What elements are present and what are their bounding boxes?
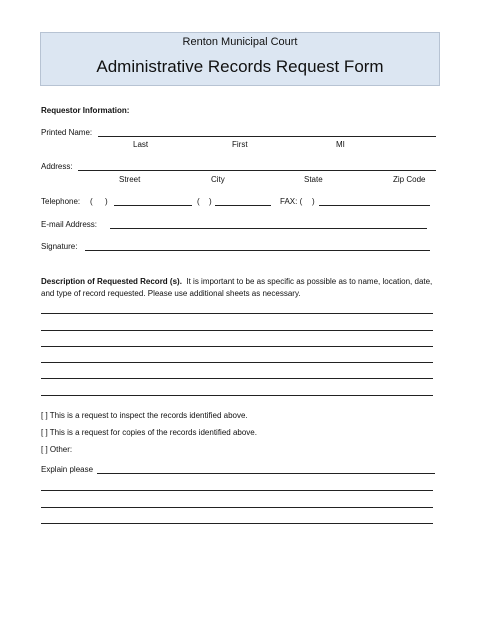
name-part-first: First: [232, 140, 248, 149]
name-part-mi: MI: [336, 140, 345, 149]
explain-field[interactable]: [97, 473, 435, 474]
description-block: [41, 276, 441, 300]
fax-field[interactable]: [319, 205, 430, 206]
address-field[interactable]: [78, 170, 436, 171]
telephone2-field[interactable]: [215, 205, 271, 206]
email-field[interactable]: [110, 228, 427, 229]
description-line[interactable]: [41, 395, 433, 396]
address-part-state: State: [304, 175, 323, 184]
fax-label: FAX: (: [280, 197, 303, 206]
option-inspect[interactable]: [ ] This is a request to inspect the records identified above.: [41, 411, 248, 420]
address-label: Address:: [41, 162, 73, 171]
description-line[interactable]: [41, 330, 433, 331]
address-part-street: Street: [119, 175, 141, 184]
option-copies[interactable]: [ ] This is a request for copies of the records identified above.: [41, 428, 257, 437]
description-text: It is important to be as specific as possible as to name, location, date, and type of record requested. Please use additional sheets as necessary.: [41, 277, 433, 298]
explain-label: Explain please: [41, 465, 94, 474]
telephone2-paren-close: ): [209, 197, 212, 206]
explain-line[interactable]: [41, 490, 433, 491]
description-heading: Description of Requested Record (s).: [41, 277, 182, 286]
telephone-paren-close: ): [105, 197, 108, 206]
telephone-paren-open: (: [90, 197, 93, 206]
description-line[interactable]: [41, 313, 433, 314]
explain-line[interactable]: [41, 523, 433, 524]
printed-name-field[interactable]: [98, 136, 436, 137]
address-part-city: City: [211, 175, 225, 184]
explain-line[interactable]: [41, 507, 433, 508]
telephone2-paren-open: (: [197, 197, 200, 206]
printed-name-label: Printed Name:: [41, 128, 93, 137]
description-line[interactable]: [41, 362, 433, 363]
form-title: Administrative Records Request Form: [96, 57, 384, 76]
signature-label: Signature:: [41, 242, 78, 251]
signature-field[interactable]: [85, 250, 430, 251]
email-label: E-mail Address:: [41, 220, 98, 229]
description-line[interactable]: [41, 378, 433, 379]
address-part-zip: Zip Code: [393, 175, 426, 184]
telephone-label: Telephone:: [41, 197, 81, 206]
court-name: Renton Municipal Court: [182, 36, 298, 48]
form-header: [40, 32, 440, 86]
description-line[interactable]: [41, 346, 433, 347]
name-part-last: Last: [133, 140, 149, 149]
telephone-field[interactable]: [114, 205, 192, 206]
option-other[interactable]: [ ] Other:: [41, 445, 73, 454]
requestor-heading: Requestor Information:: [41, 106, 130, 115]
fax-paren-close: ): [312, 197, 315, 206]
